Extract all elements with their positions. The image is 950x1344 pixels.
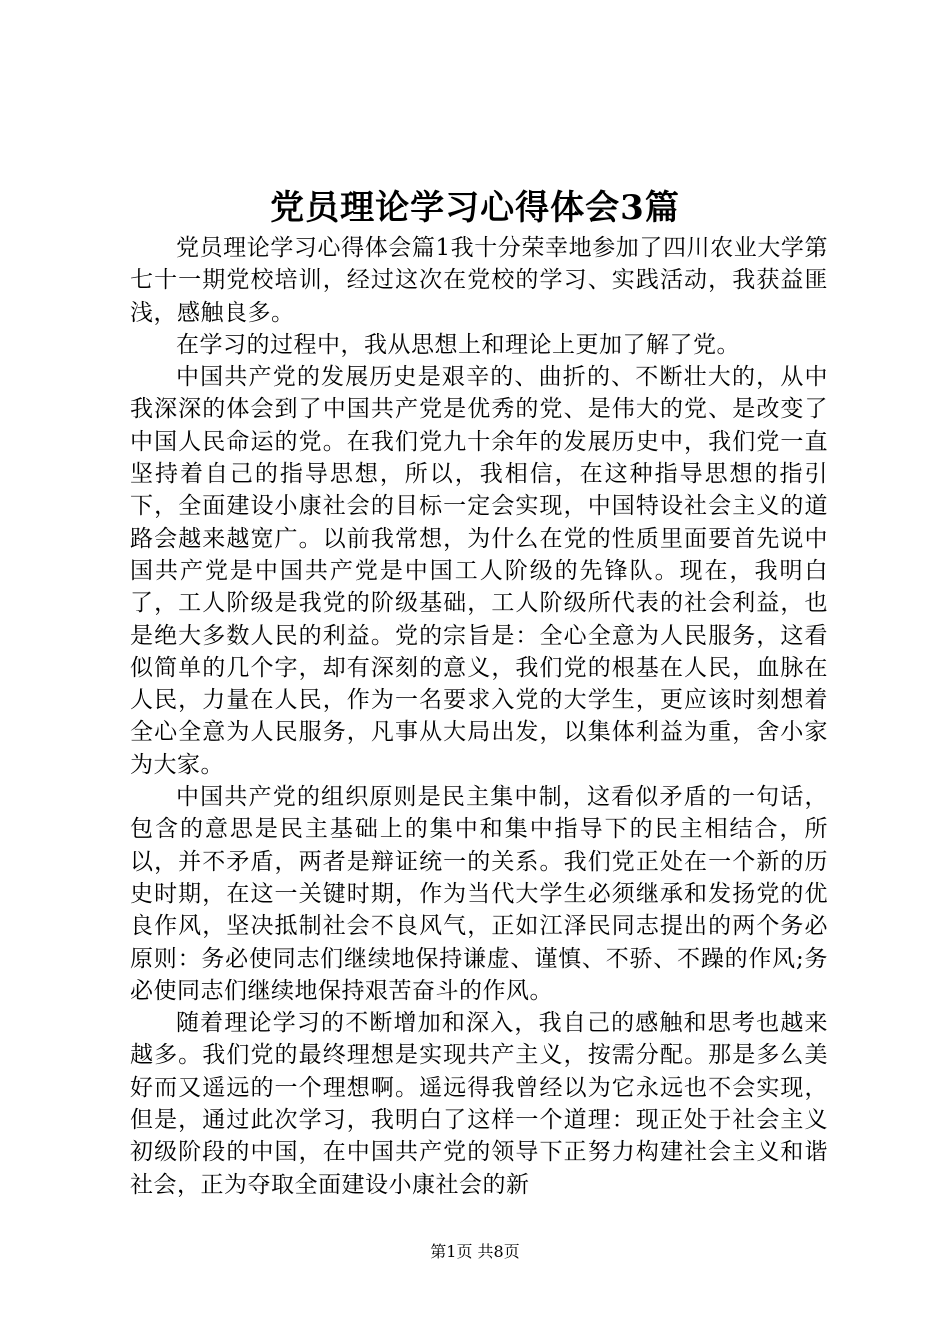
paragraph: 党员理论学习心得体会篇1我十分荣幸地参加了四川农业大学第七十一期党校培训，经过这次在党校的学习、实践活动，我获益匪浅，感触良多。 — [130, 235, 828, 326]
paragraph: 中国共产党的组织原则是民主集中制，这看似矛盾的一句话，包含的意思是民主基础上的集中和集中指导下的民主相结合，所以，并不矛盾，两者是辩证统一的关系。我们党正处在一个新的历史时期，在这一关键时期，作为当代大学生必须继承和发扬党的优良作风，坚决抵制社会不良风气，正如江泽民同志提出的两个务必原则：务必使同志们继续地保持谦虚、谨慎、不骄、不躁的作风;务必使同志们继续地保持艰苦奋斗的作风。 — [130, 784, 828, 1004]
page-number-footer: 第1页 共8页 — [430, 1242, 520, 1261]
paragraph: 在学习的过程中，我从思想上和理论上更加了解了党。 — [176, 331, 740, 358]
document-title: 党员理论学习心得体会3篇 — [270, 188, 680, 228]
document-body — [130, 232, 828, 1201]
paragraph: 中国共产党的发展历史是艰辛的、曲折的、不断壮大的，从中我深深的体会到了中国共产党是优秀的党、是伟大的党、是改变了中国人民命运的党。在我们党九十余年的发展历史中，我们党一直坚持着自己的指导思想，所以，我相信，在这种指导思想的指引下，全面建设小康社会的目标一定会实现，中国特设社会主义的道路会越来越宽广。以前我常想，为什么在党的性质里面要首先说中国共产党是中国共产党是中国工人阶级的先锋队。现在，我明白了，工人阶级是我党的阶级基础，工人阶级所代表的社会利益，也是绝大多数人民的利益。党的宗旨是：全心全意为人民服务，这看似简单的几个字，却有深刻的意义，我们党的根基在人民，血脉在人民，力量在人民，作为一名要求入党的大学生，更应该时刻想着全心全意为人民服务，凡事从大局出发，以集体利益为重，舍小家为大家。 — [130, 364, 828, 778]
paragraph: 随着理论学习的不断增加和深入，我自己的感触和思考也越来越多。我们党的最终理想是实现共产主义，按需分配。那是多么美好而又遥远的一个理想啊。遥远得我曾经以为它永远也不会实现，但是，通过此次学习，我明白了这样一个道理：现正处于社会主义初级阶段的中国，在中国共产党的领导下正努力构建社会主义和谐社会，正为夺取全面建设小康社会的新 — [130, 1010, 828, 1198]
